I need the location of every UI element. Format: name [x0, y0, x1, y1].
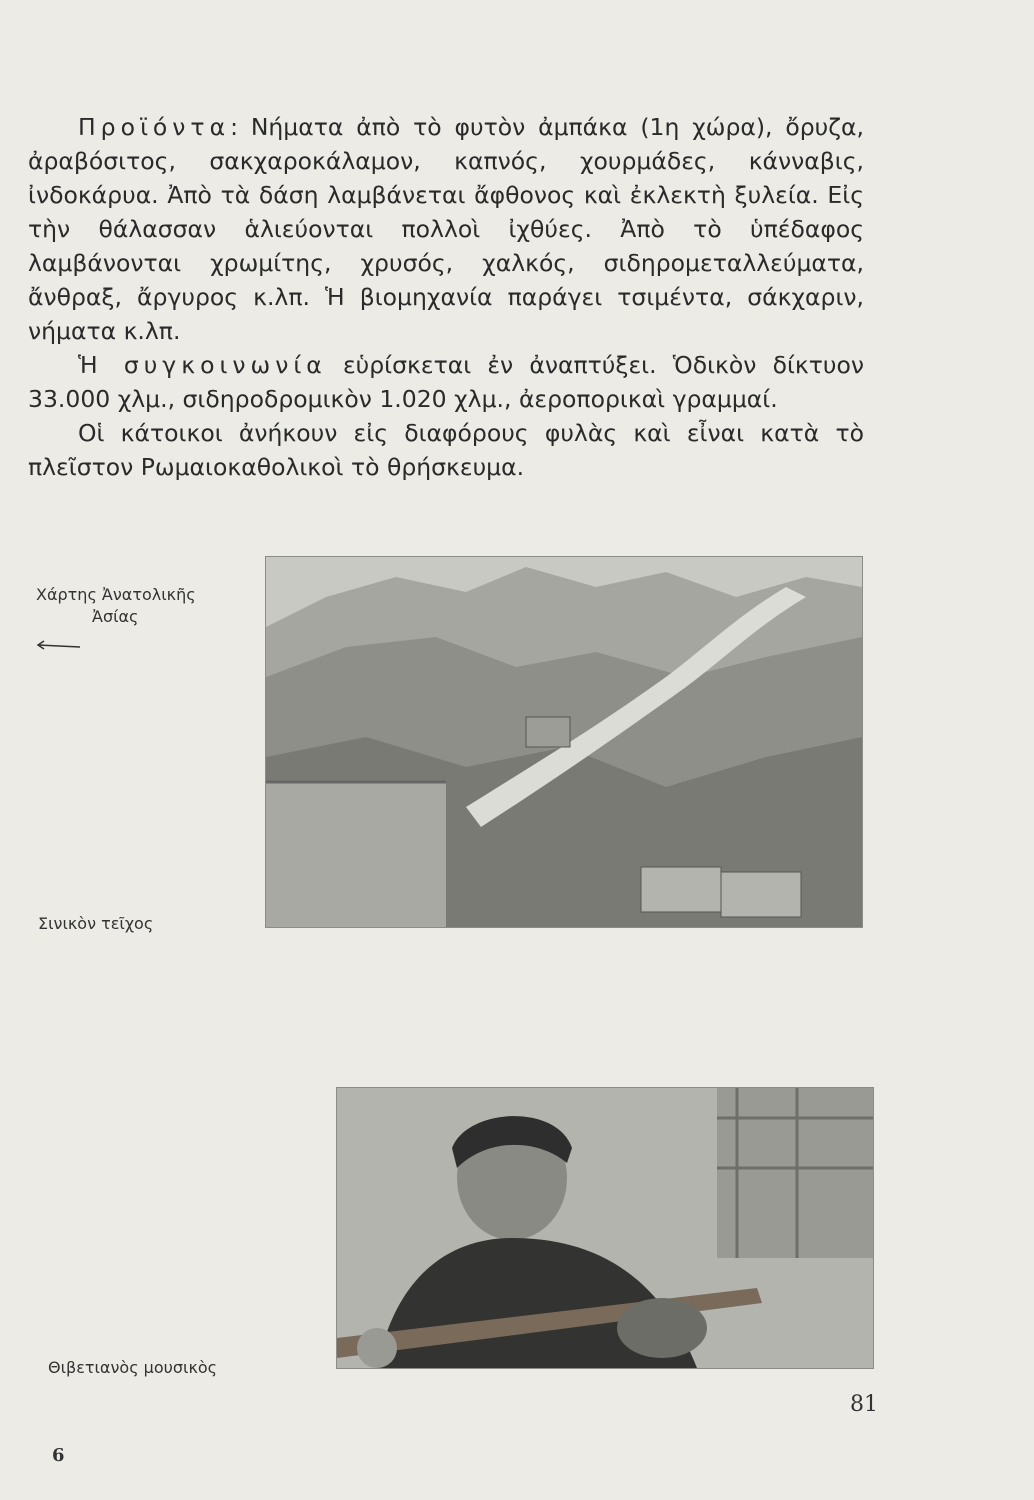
great-wall-photo [265, 556, 863, 928]
left-arrow-icon [36, 640, 82, 650]
transport-text: εὑρίσκεται ἐν ἀναπτύξει. Ὁδικὸν δίκτυον 33.000 χλμ., σιδηροδρομικὸν 1.020 χλμ., ἀεροπορικαὶ γραμμαί. [28, 351, 864, 413]
tibetan-musician-photo [336, 1087, 874, 1369]
products-paragraph [28, 110, 864, 348]
products-label: Προϊόντα [78, 113, 231, 141]
products-text: : Νήματα ἀπὸ τὸ φυτὸν ἀμπάκα (1η χώρα), ὄρυζα, ἀραβόσιτος, σακχαροκάλαμον, καπνός, χουρμάδες, κάνναβις, ἰνδοκάρυα. Ἀπὸ τὰ δάση λαμβάνεται ἄφθονος καὶ ἐκλεκτὴ ξυλεία. Εἰς τὴν θάλασσαν ἁλιεύονται πολλοὶ ἰχθύες. Ἀπὸ τὸ ὑπέδαφος λαμβάνονται χρωμίτης, χρυσός, χαλκός, σιδηρομεταλλεύματα, ἄνθραξ, ἄργυρος κ.λπ. Ἡ βιομηχανία παράγει τσιμέντα, σάκχαριν, νήματα κ.λπ. [28, 113, 864, 345]
transport-label: Ἡ συγκοινωνία [78, 351, 327, 379]
map-caption-line2: Ἀσίας [92, 607, 139, 626]
population-paragraph: Οἱ κάτοικοι ἀνήκουν εἰς διαφόρους φυλὰς καὶ εἶναι κατὰ τὸ πλεῖστον Ρωμαιοκαθολικοὶ τὸ θρήσκευμα. [28, 419, 864, 481]
tibetan-musician-caption: Θιβετιανὸς μουσικὸς [48, 1358, 218, 1377]
great-wall-caption: Σινικὸν τεῖχος [38, 914, 154, 933]
signature-mark: 6 [52, 1445, 65, 1466]
map-caption-line1: Χάρτης Ἀνατολικῆς [36, 585, 196, 604]
transport-paragraph [28, 348, 864, 416]
body-text [28, 110, 864, 484]
page-number: 81 [850, 1392, 878, 1417]
